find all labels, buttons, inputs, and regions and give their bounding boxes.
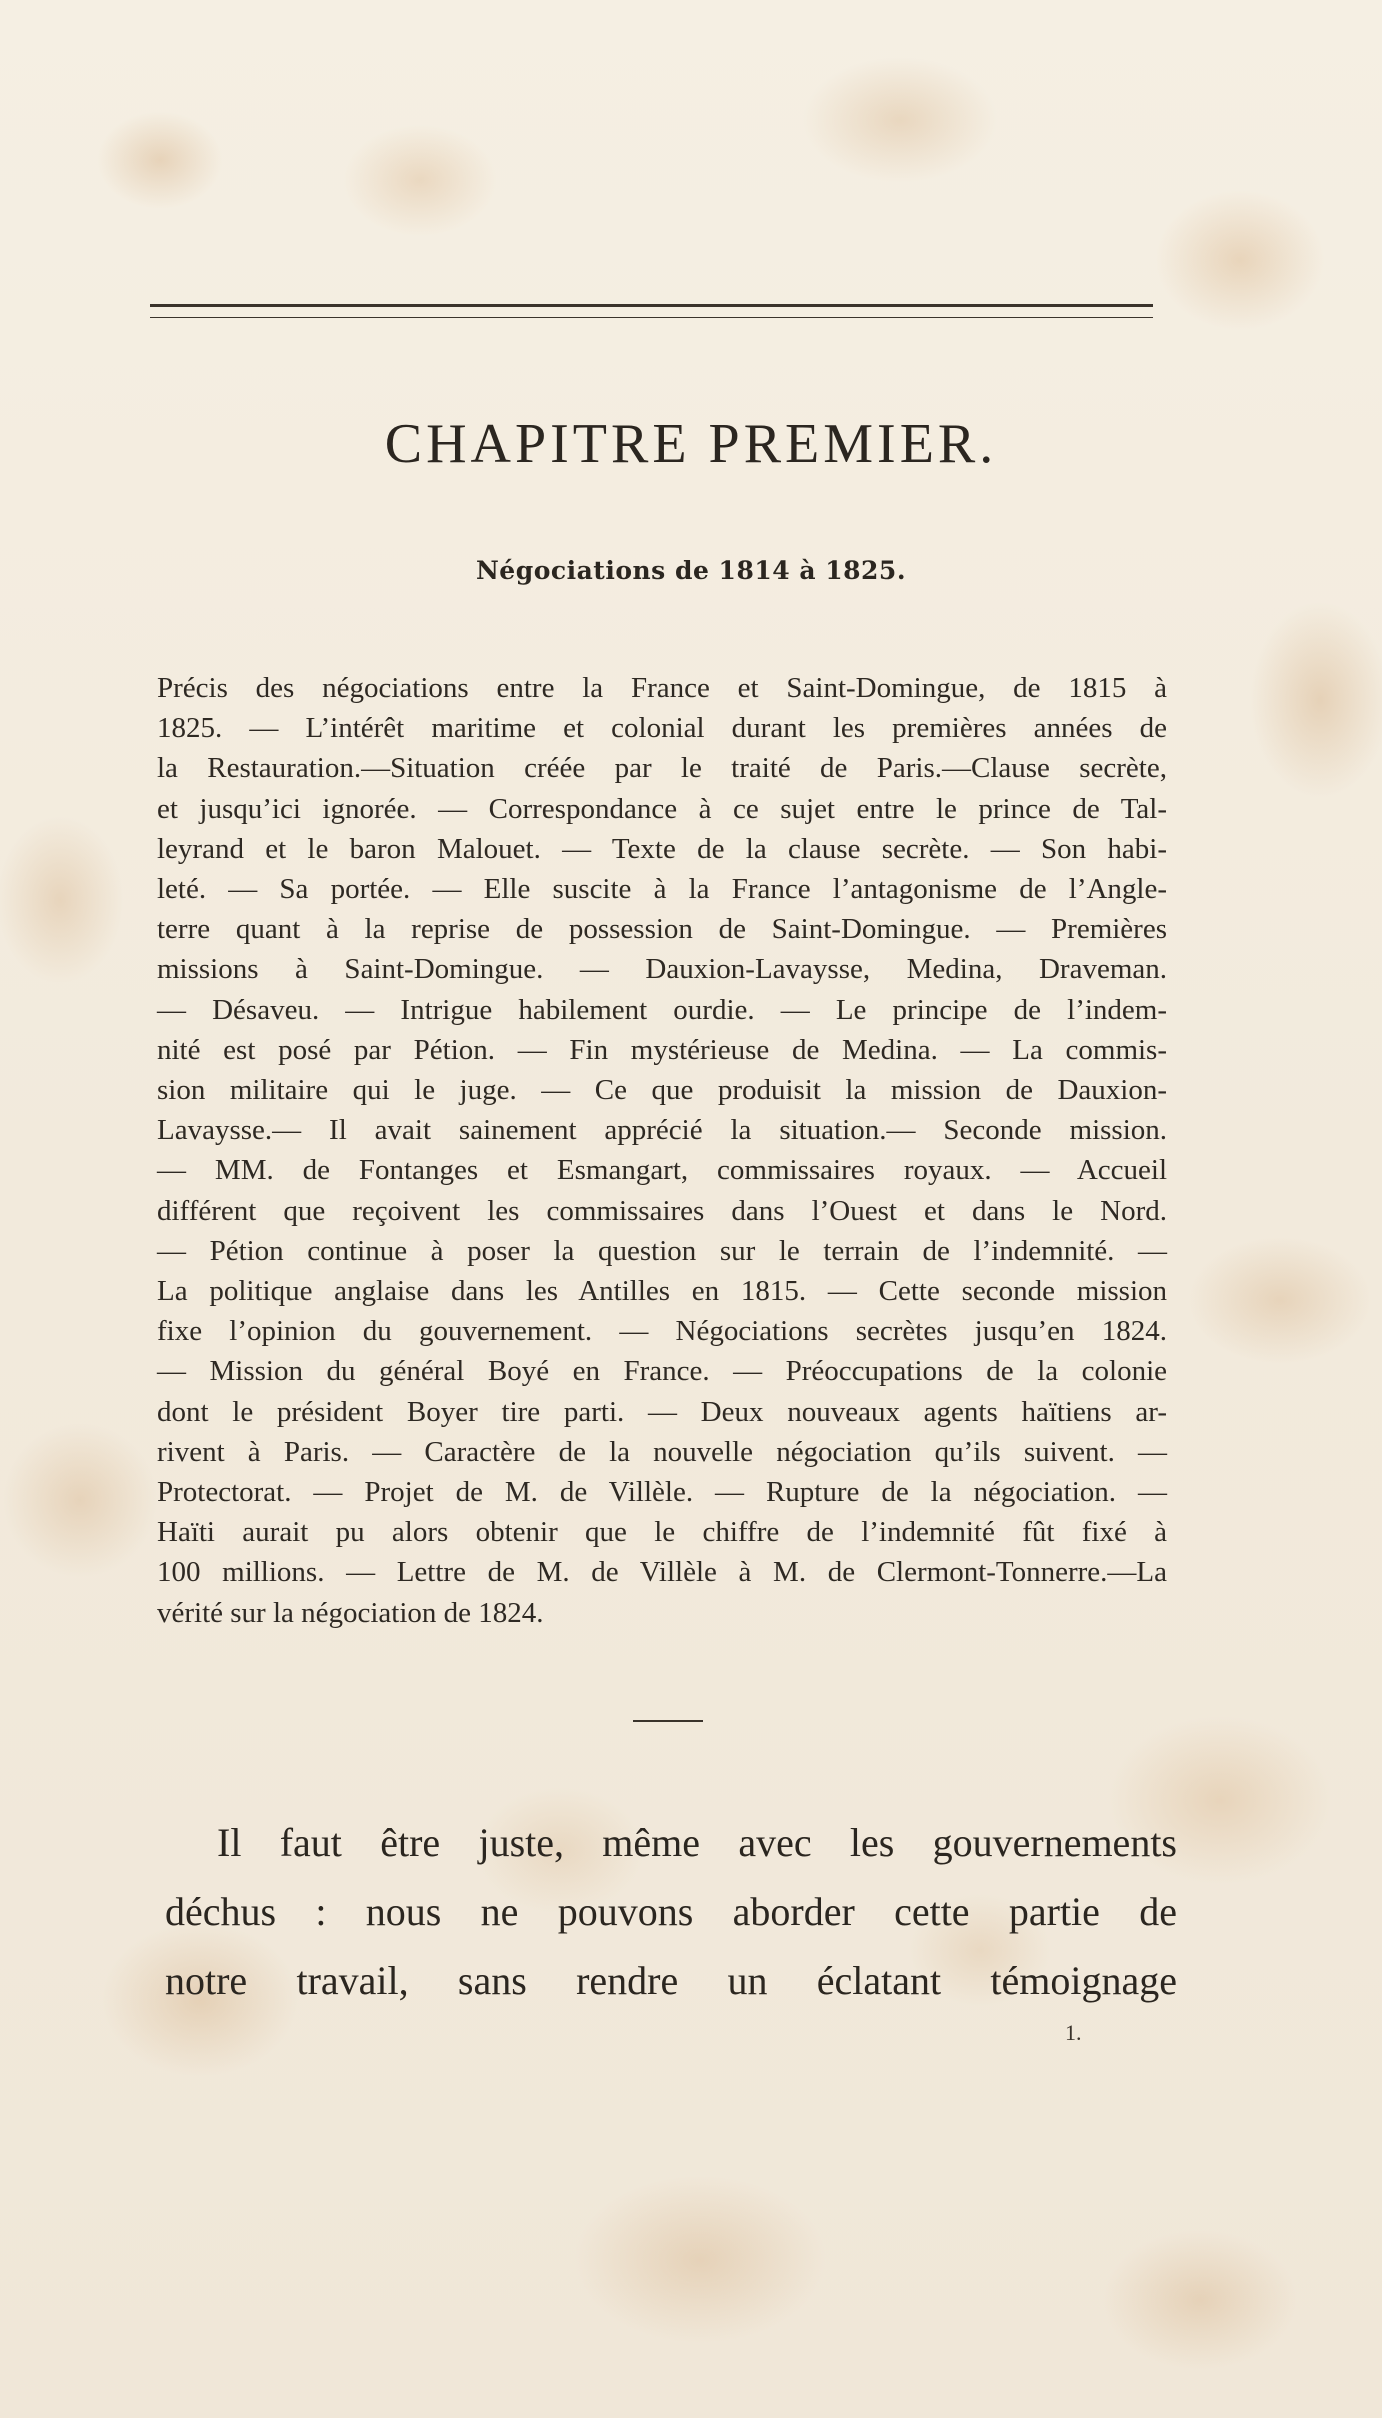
summary-line: vérité sur la négociation de 1824. [157, 1596, 544, 1629]
summary-line: Lavaysse.— Il avait sainement apprécié la situation.— Seconde mission. [157, 1114, 1167, 1147]
summary-line: — Désaveu. — Intrigue habilement ourdie. — Le principe de l’indem- [157, 993, 1167, 1026]
summary-line: nité est posé par Pétion. — Fin mystérieuse de Medina. — La commis- [157, 1033, 1167, 1066]
summary-line: différent que reçoivent les commissaires dans l’Ouest et dans le Nord. [157, 1194, 1167, 1227]
summary-line: — Mission du général Boyé en France. — Préoccupations de la colonie [157, 1355, 1167, 1388]
summary-line: La politique anglaise dans les Antilles en 1815. — Cette seconde mission [157, 1275, 1167, 1308]
body-line: Il faut être juste, même avec les gouvernements [217, 1820, 1177, 1865]
summary-line: Précis des négociations entre la France et Saint-Domingue, de 1815 à [157, 672, 1167, 704]
summary-line: — MM. de Fontanges et Esmangart, commissaires royaux. — Accueil [157, 1154, 1167, 1187]
summary-line: dont le président Boyer tire parti. — Deux nouveaux agents haïtiens ar- [157, 1395, 1167, 1428]
signature-mark: 1. [1065, 2020, 1082, 2045]
chapter-summary [157, 668, 1167, 1633]
chapter-subtitle: Négociations de 1814 à 1825. [475, 556, 907, 585]
body-paragraph [165, 1808, 1177, 2015]
summary-line: et jusqu’ici ignorée. — Correspondance à ce sujet entre le prince de Tal- [157, 792, 1167, 825]
summary-line: la Restauration.—Situation créée par le traité de Paris.—Clause secrète, [157, 752, 1167, 785]
section-divider [633, 1720, 703, 1722]
body-line: déchus : nous ne pouvons aborder cette partie de [165, 1889, 1177, 1934]
summary-line: sion militaire qui le juge. — Ce que produisit la mission de Dauxion- [157, 1074, 1167, 1107]
summary-line: 1825. — L’intérêt maritime et colonial durant les premières années de [157, 712, 1167, 745]
body-line: notre travail, sans rendre un éclatant témoignage [165, 1958, 1177, 2003]
summary-line: fixe l’opinion du gouvernement. — Négociations secrètes jusqu’en 1824. [157, 1315, 1167, 1348]
top-double-rule [150, 304, 1153, 318]
summary-line: leté. — Sa portée. — Elle suscite à la France l’antagonisme de l’Angle- [157, 873, 1167, 906]
summary-line: 100 millions. — Lettre de M. de Villèle à M. de Clermont-Tonnerre.—La [157, 1556, 1167, 1589]
summary-line: leyrand et le baron Malouet. — Texte de la clause secrète. — Son habi- [157, 832, 1167, 865]
chapter-title: CHAPITRE PREMIER. [384, 413, 998, 475]
summary-line: Protectorat. — Projet de M. de Villèle. — Rupture de la négociation. — [157, 1476, 1167, 1509]
summary-line: — Pétion continue à poser la question sur le terrain de l’indemnité. — [157, 1234, 1167, 1267]
summary-line: missions à Saint-Domingue. — Dauxion-Lavaysse, Medina, Draveman. [157, 953, 1167, 986]
summary-line: terre quant à la reprise de possession de Saint-Domingue. — Premières [157, 913, 1167, 946]
summary-line: rivent à Paris. — Caractère de la nouvelle négociation qu’ils suivent. — [157, 1435, 1167, 1468]
summary-line: Haïti aurait pu alors obtenir que le chiffre de l’indemnité fût fixé à [157, 1516, 1167, 1549]
